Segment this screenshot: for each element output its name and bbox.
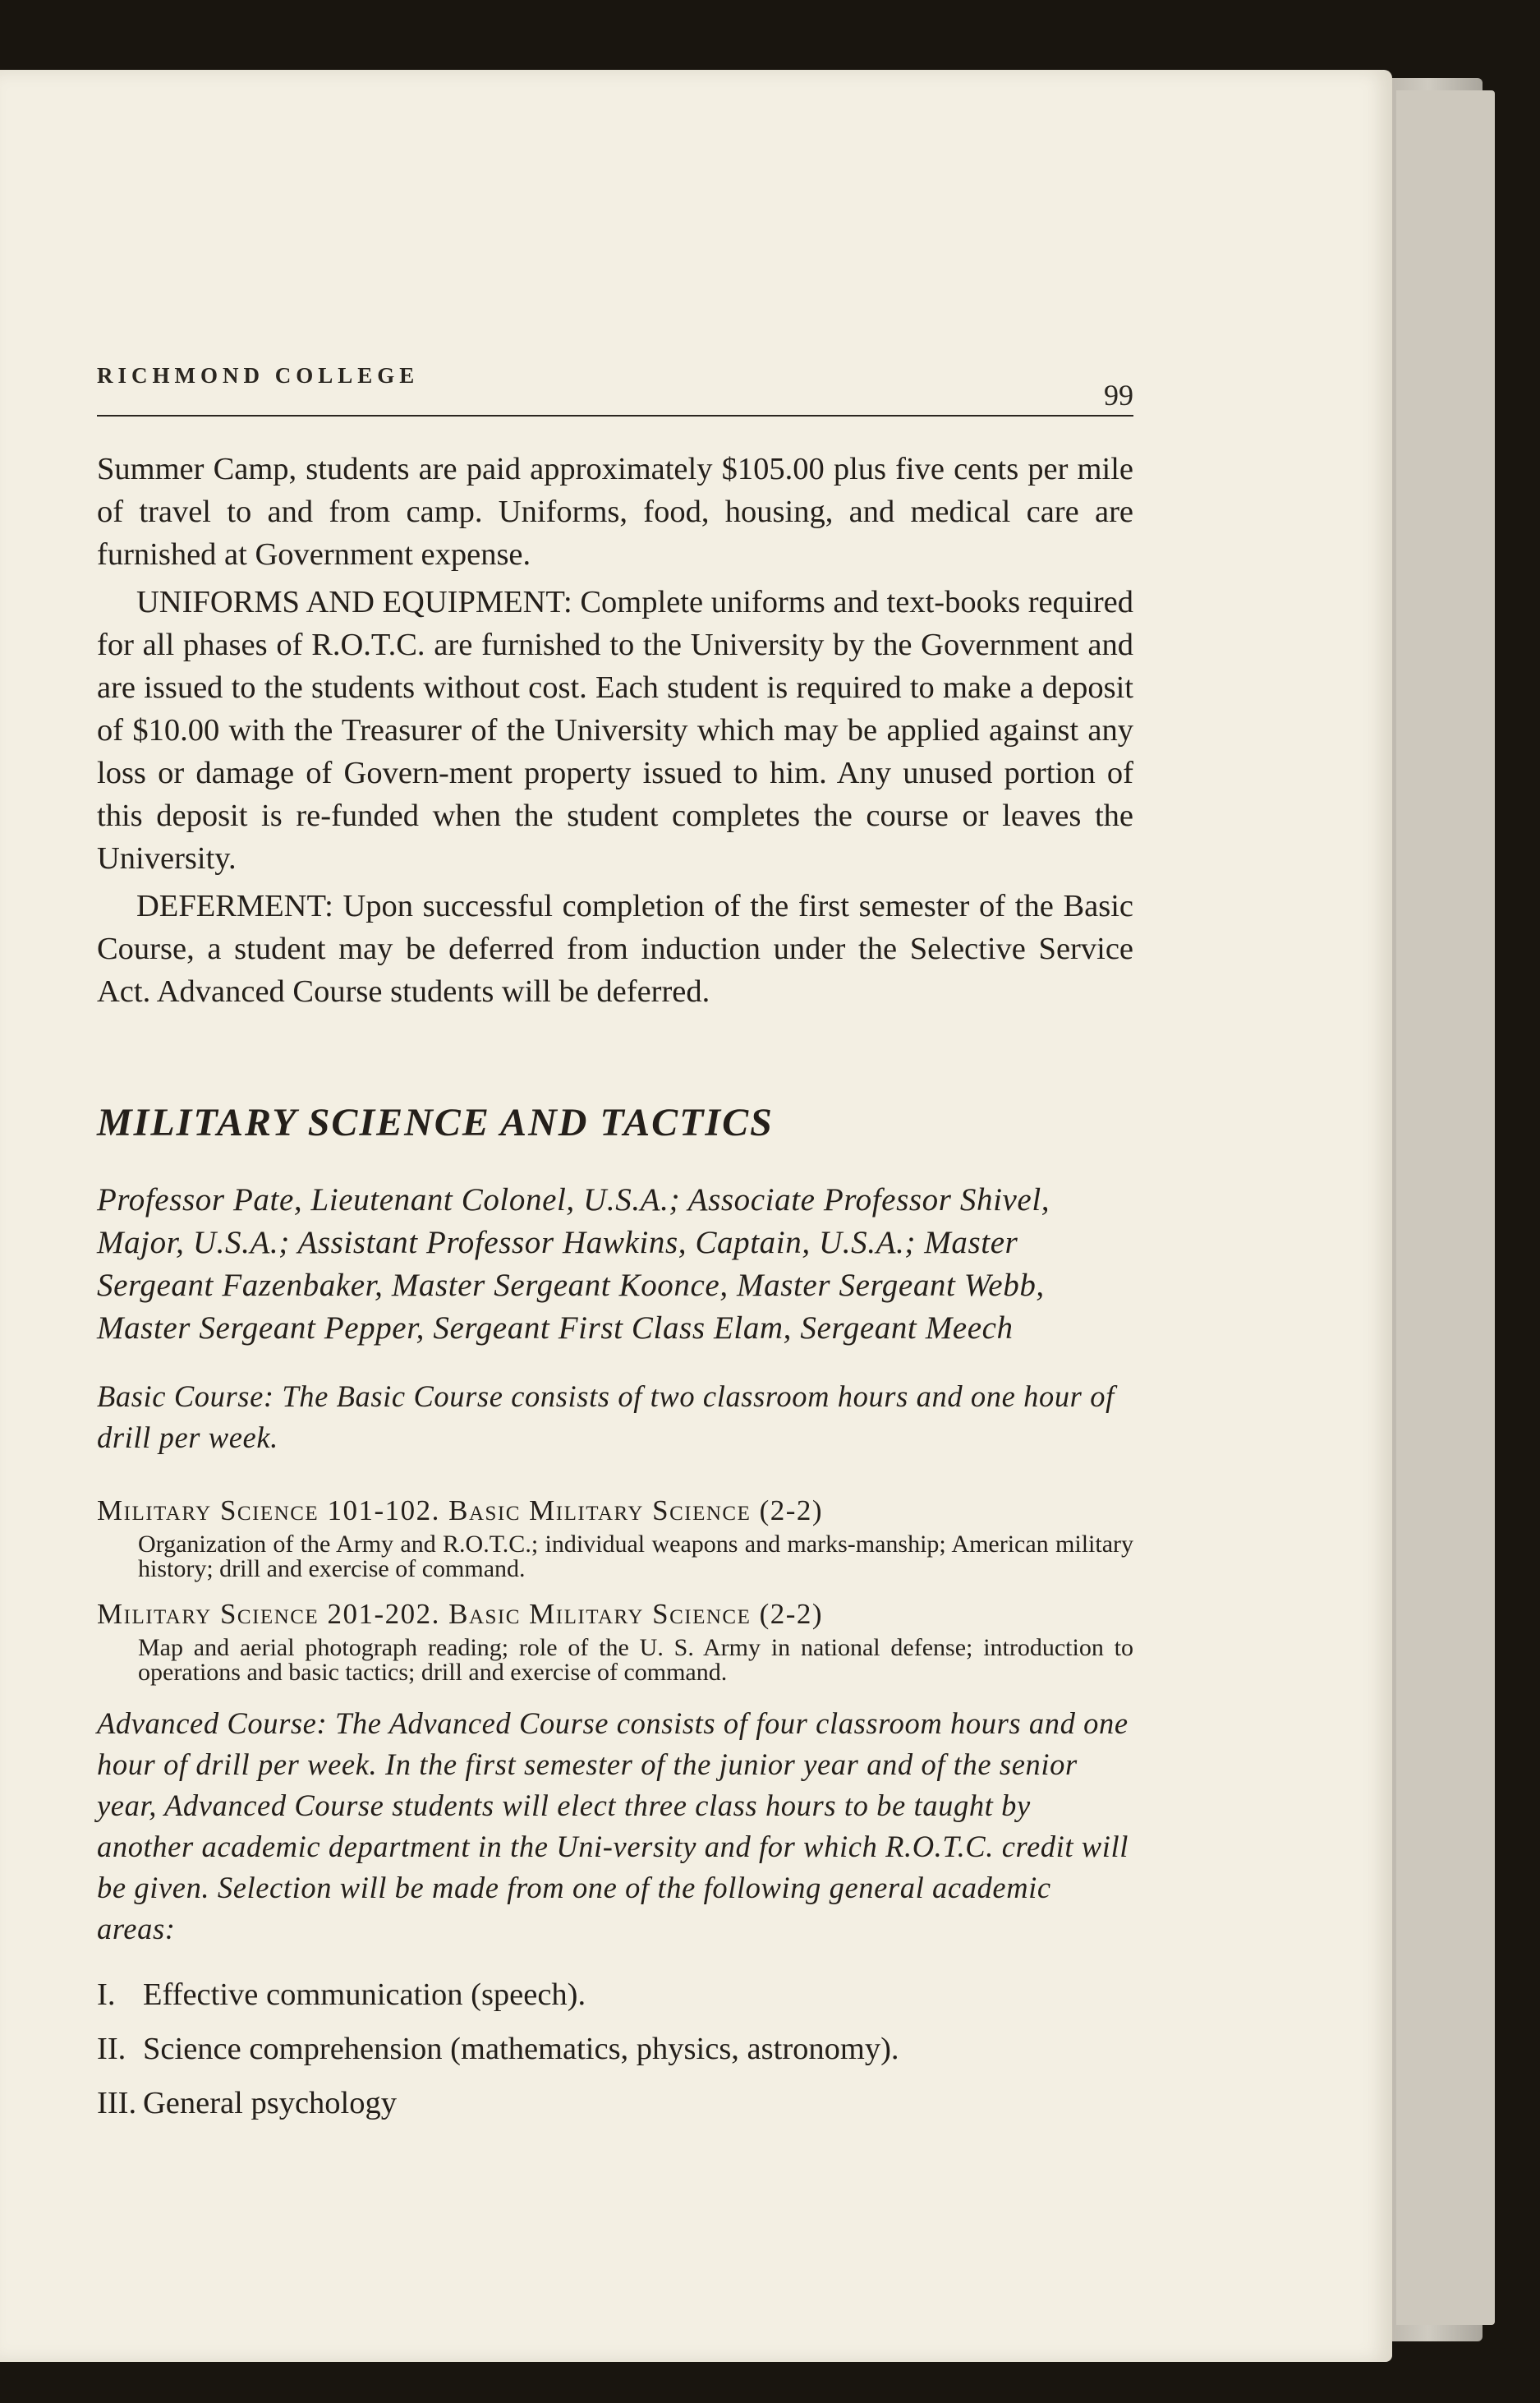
list-number: I. — [97, 1977, 116, 2012]
basic-course-paragraph: Basic Course: The Basic Course consists of two classroom hours and one hour of drill per week. — [97, 1379, 1115, 1454]
uniforms-paragraph: UNIFORMS AND EQUIPMENT: Complete uniforms and text-books required for all phases of R.O.T.C. are furnished to the University by the Government and are issued to the students without cost. Each student is required to make a deposit of $10.00 with the Treasurer of the University which may be applied against any loss or damage of Govern-ment property issued to him. Any unused portion of this deposit is re-funded when the student completes the course or leaves the University. — [97, 585, 1133, 876]
summer-camp-paragraph: Summer Camp, students are paid approximately $105.00 plus five cents per mile of travel to and from camp. Uniforms, food, housing, and medical care are furnished at Government expense. — [97, 452, 1133, 572]
course-entry — [97, 1596, 1133, 1685]
advanced-course-paragraph: Advanced Course: The Advanced Course consists of four classroom hours and one hour of drill per week. In the first semester of the junior year and of the senior year, Advanced Course students will elect three class hours to be taught by another academic department in the Uni-versity and for which R.O.T.C. credit will be given. Selection will be made from one of the following general academic areas: — [97, 1706, 1129, 1945]
course-heading: Military Science 201-202. Basic Military Science (2-2) — [97, 1598, 824, 1630]
page-number: 99 — [1104, 379, 1133, 412]
course-description: Organization of the Army and R.O.T.C.; individual weapons and marks-manship; American military history; drill and exercise of command. — [138, 1531, 1133, 1582]
list-text: Science comprehension (mathematics, physics, astronomy). — [143, 2032, 899, 2066]
course-description: Map and aerial photograph reading; role of the U. S. Army in national defense; introduction to operations and basic tactics; drill and exercise of command. — [138, 1634, 1133, 1686]
academic-areas-list — [97, 1968, 1133, 2130]
list-text: General psychology — [143, 2086, 397, 2120]
page-edges — [1396, 90, 1495, 2325]
page-header — [97, 288, 1133, 412]
faculty-list: Professor Pate, Lieutenant Colonel, U.S.A.; Associate Professor Shivel, Major, U.S.A.; Assistant Professor Hawkins, Captain, U.S.A.; Master Sergeant Fazenbaker, Master Sergeant Koonce, Master Sergeant Webb, Master Sergeant Pepper, Sergeant First Class Elam, Sergeant Meech — [97, 1182, 1050, 1346]
running-head: RICHMOND COLLEGE — [97, 363, 420, 388]
list-number: II. — [97, 2032, 126, 2066]
page-content — [97, 448, 1133, 2130]
list-item — [97, 1968, 1133, 2022]
book-page — [0, 70, 1392, 2362]
section-title: MILITARY SCIENCE AND TACTICS — [97, 1101, 774, 1144]
course-entry — [97, 1493, 1133, 1581]
list-item — [97, 2076, 1133, 2130]
course-heading: Military Science 101-102. Basic Military Science (2-2) — [97, 1494, 824, 1526]
list-item — [97, 2022, 1133, 2076]
list-text: Effective communication (speech). — [143, 1977, 586, 2012]
header-rule — [97, 415, 1133, 417]
deferment-paragraph: DEFERMENT: Upon successful completion of the first semester of the Basic Course, a student may be deferred from induction under the Selective Service Act. Advanced Course students will be deferred. — [97, 889, 1133, 1009]
list-number: III. — [97, 2086, 137, 2120]
